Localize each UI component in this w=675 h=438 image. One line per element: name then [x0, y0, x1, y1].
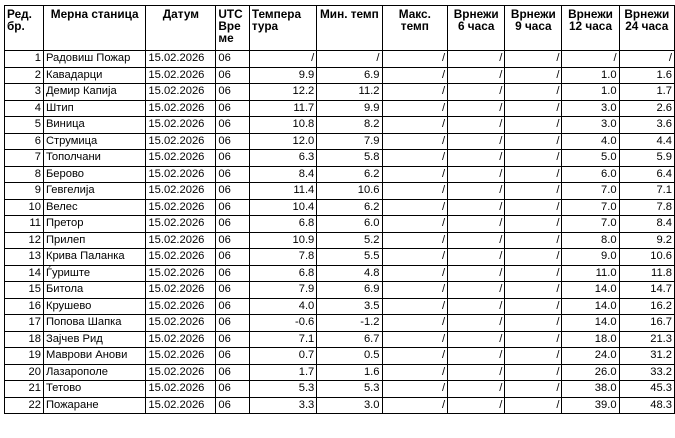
- cell-precip-9h: /: [505, 199, 562, 216]
- cell-precip-9h: /: [505, 348, 562, 365]
- cell-temp: 6.3: [249, 150, 316, 167]
- cell-rbr: 17: [5, 315, 44, 332]
- cell-precip-12h: 1.0: [562, 67, 619, 84]
- cell-max: /: [382, 183, 448, 200]
- cell-max: /: [382, 216, 448, 233]
- cell-utc: 06: [216, 348, 250, 365]
- cell-date: 15.02.2026: [146, 199, 216, 216]
- cell-precip-6h: /: [448, 183, 505, 200]
- header-precip-24h: Врнежи 24 часа: [619, 6, 674, 51]
- table-row: [5, 100, 675, 117]
- cell-precip-9h: /: [505, 265, 562, 282]
- cell-date: 15.02.2026: [146, 216, 216, 233]
- cell-utc: 06: [216, 199, 250, 216]
- cell-min: 10.6: [317, 183, 382, 200]
- header-precip-9h: Врнежи 9 часа: [505, 6, 562, 51]
- cell-precip-12h: 8.0: [562, 232, 619, 249]
- cell-station: Тополчани: [43, 150, 145, 167]
- cell-temp: /: [249, 51, 316, 68]
- cell-min: 5.8: [317, 150, 382, 167]
- cell-precip-9h: /: [505, 67, 562, 84]
- cell-rbr: 20: [5, 364, 44, 381]
- cell-max: /: [382, 397, 448, 414]
- cell-station: Берово: [43, 166, 145, 183]
- cell-precip-6h: /: [448, 117, 505, 134]
- cell-date: 15.02.2026: [146, 183, 216, 200]
- cell-max: /: [382, 84, 448, 101]
- cell-temp: 1.7: [249, 364, 316, 381]
- cell-max: /: [382, 331, 448, 348]
- cell-temp: 8.4: [249, 166, 316, 183]
- cell-precip-9h: /: [505, 331, 562, 348]
- cell-utc: 06: [216, 232, 250, 249]
- cell-date: 15.02.2026: [146, 282, 216, 299]
- cell-rbr: 11: [5, 216, 44, 233]
- cell-temp: 10.4: [249, 199, 316, 216]
- cell-precip-24h: 1.7: [619, 84, 674, 101]
- cell-rbr: 18: [5, 331, 44, 348]
- cell-precip-6h: /: [448, 150, 505, 167]
- cell-precip-12h: 39.0: [562, 397, 619, 414]
- cell-min: -1.2: [317, 315, 382, 332]
- cell-precip-6h: /: [448, 364, 505, 381]
- cell-rbr: 6: [5, 133, 44, 150]
- table-row: [5, 84, 675, 101]
- cell-rbr: 13: [5, 249, 44, 266]
- cell-utc: 06: [216, 397, 250, 414]
- cell-min: 4.8: [317, 265, 382, 282]
- table-row: [5, 166, 675, 183]
- cell-max: /: [382, 348, 448, 365]
- cell-precip-6h: /: [448, 100, 505, 117]
- header-date: Датум: [146, 6, 216, 51]
- cell-precip-6h: /: [448, 265, 505, 282]
- cell-date: 15.02.2026: [146, 381, 216, 398]
- cell-temp: 7.8: [249, 249, 316, 266]
- cell-max: /: [382, 117, 448, 134]
- cell-precip-24h: 5.9: [619, 150, 674, 167]
- cell-precip-24h: 31.2: [619, 348, 674, 365]
- cell-rbr: 16: [5, 298, 44, 315]
- table-row: [5, 199, 675, 216]
- cell-precip-9h: /: [505, 364, 562, 381]
- cell-min: 11.2: [317, 84, 382, 101]
- cell-utc: 06: [216, 166, 250, 183]
- cell-min: 5.5: [317, 249, 382, 266]
- cell-date: 15.02.2026: [146, 150, 216, 167]
- cell-max: /: [382, 232, 448, 249]
- table-row: [5, 265, 675, 282]
- cell-precip-12h: 7.0: [562, 183, 619, 200]
- cell-temp: 7.9: [249, 282, 316, 299]
- table-row: [5, 249, 675, 266]
- cell-rbr: 22: [5, 397, 44, 414]
- cell-precip-24h: 3.6: [619, 117, 674, 134]
- cell-temp: 10.9: [249, 232, 316, 249]
- cell-min: /: [317, 51, 382, 68]
- cell-station: Зајчев Рид: [43, 331, 145, 348]
- cell-precip-6h: /: [448, 51, 505, 68]
- cell-rbr: 1: [5, 51, 44, 68]
- cell-precip-6h: /: [448, 282, 505, 299]
- cell-station: Ѓуриште: [43, 265, 145, 282]
- cell-utc: 06: [216, 216, 250, 233]
- cell-temp: 10.8: [249, 117, 316, 134]
- cell-precip-12h: 14.0: [562, 315, 619, 332]
- cell-precip-9h: /: [505, 166, 562, 183]
- cell-temp: 0.7: [249, 348, 316, 365]
- table-row: [5, 348, 675, 365]
- cell-rbr: 4: [5, 100, 44, 117]
- cell-date: 15.02.2026: [146, 265, 216, 282]
- weather-data-table: [4, 5, 675, 414]
- cell-date: 15.02.2026: [146, 117, 216, 134]
- cell-precip-24h: 7.8: [619, 199, 674, 216]
- cell-rbr: 19: [5, 348, 44, 365]
- table-row: [5, 364, 675, 381]
- cell-station: Пожаране: [43, 397, 145, 414]
- table-row: [5, 315, 675, 332]
- cell-precip-12h: 26.0: [562, 364, 619, 381]
- cell-precip-9h: /: [505, 51, 562, 68]
- cell-precip-24h: 14.7: [619, 282, 674, 299]
- cell-temp: 12.0: [249, 133, 316, 150]
- cell-utc: 06: [216, 100, 250, 117]
- cell-max: /: [382, 381, 448, 398]
- cell-precip-24h: 16.2: [619, 298, 674, 315]
- table-row: [5, 117, 675, 134]
- cell-utc: 06: [216, 117, 250, 134]
- cell-rbr: 5: [5, 117, 44, 134]
- cell-station: Демир Капија: [43, 84, 145, 101]
- cell-precip-12h: 3.0: [562, 117, 619, 134]
- cell-min: 0.5: [317, 348, 382, 365]
- cell-utc: 06: [216, 150, 250, 167]
- cell-station: Претор: [43, 216, 145, 233]
- cell-station: Битола: [43, 282, 145, 299]
- cell-date: 15.02.2026: [146, 166, 216, 183]
- cell-station: Крушево: [43, 298, 145, 315]
- cell-max: /: [382, 150, 448, 167]
- header-utc: UTC Вре ме: [216, 6, 250, 51]
- cell-precip-12h: 14.0: [562, 298, 619, 315]
- cell-precip-24h: 11.8: [619, 265, 674, 282]
- cell-station: Гевгелија: [43, 183, 145, 200]
- cell-rbr: 9: [5, 183, 44, 200]
- cell-precip-9h: /: [505, 298, 562, 315]
- cell-utc: 06: [216, 84, 250, 101]
- cell-temp: -0.6: [249, 315, 316, 332]
- table-row: [5, 298, 675, 315]
- cell-utc: 06: [216, 315, 250, 332]
- cell-utc: 06: [216, 282, 250, 299]
- header-max: Макс. темп: [382, 6, 448, 51]
- cell-max: /: [382, 133, 448, 150]
- cell-min: 8.2: [317, 117, 382, 134]
- cell-precip-6h: /: [448, 249, 505, 266]
- cell-rbr: 8: [5, 166, 44, 183]
- cell-max: /: [382, 199, 448, 216]
- cell-station: Виница: [43, 117, 145, 134]
- cell-precip-6h: /: [448, 133, 505, 150]
- cell-precip-9h: /: [505, 117, 562, 134]
- cell-date: 15.02.2026: [146, 133, 216, 150]
- cell-temp: 12.2: [249, 84, 316, 101]
- cell-date: 15.02.2026: [146, 249, 216, 266]
- cell-precip-12h: 18.0: [562, 331, 619, 348]
- cell-max: /: [382, 265, 448, 282]
- cell-utc: 06: [216, 183, 250, 200]
- cell-utc: 06: [216, 265, 250, 282]
- cell-temp: 6.8: [249, 265, 316, 282]
- cell-temp: 11.4: [249, 183, 316, 200]
- header-temp: Темпера тура: [249, 6, 316, 51]
- cell-precip-24h: 10.6: [619, 249, 674, 266]
- cell-precip-9h: /: [505, 282, 562, 299]
- cell-date: 15.02.2026: [146, 348, 216, 365]
- cell-precip-6h: /: [448, 166, 505, 183]
- cell-precip-9h: /: [505, 397, 562, 414]
- cell-utc: 06: [216, 249, 250, 266]
- cell-precip-24h: 8.4: [619, 216, 674, 233]
- cell-precip-24h: 4.4: [619, 133, 674, 150]
- table-row: [5, 133, 675, 150]
- cell-min: 6.2: [317, 199, 382, 216]
- cell-precip-12h: 6.0: [562, 166, 619, 183]
- cell-utc: 06: [216, 51, 250, 68]
- cell-precip-9h: /: [505, 84, 562, 101]
- cell-max: /: [382, 249, 448, 266]
- cell-station: Струмица: [43, 133, 145, 150]
- cell-precip-9h: /: [505, 133, 562, 150]
- cell-precip-6h: /: [448, 381, 505, 398]
- cell-rbr: 15: [5, 282, 44, 299]
- cell-station: Лазарополе: [43, 364, 145, 381]
- cell-utc: 06: [216, 67, 250, 84]
- cell-station: Крива Паланка: [43, 249, 145, 266]
- table-wrapper: [4, 5, 675, 414]
- table-row: [5, 51, 675, 68]
- cell-precip-24h: 1.6: [619, 67, 674, 84]
- cell-temp: 6.8: [249, 216, 316, 233]
- cell-temp: 3.3: [249, 397, 316, 414]
- cell-precip-24h: 48.3: [619, 397, 674, 414]
- cell-rbr: 2: [5, 67, 44, 84]
- cell-precip-9h: /: [505, 232, 562, 249]
- cell-date: 15.02.2026: [146, 397, 216, 414]
- cell-date: 15.02.2026: [146, 331, 216, 348]
- cell-date: 15.02.2026: [146, 315, 216, 332]
- cell-precip-24h: 9.2: [619, 232, 674, 249]
- cell-rbr: 3: [5, 84, 44, 101]
- cell-date: 15.02.2026: [146, 232, 216, 249]
- cell-station: Тетово: [43, 381, 145, 398]
- cell-max: /: [382, 282, 448, 299]
- cell-utc: 06: [216, 133, 250, 150]
- cell-precip-24h: 7.1: [619, 183, 674, 200]
- cell-temp: 9.9: [249, 67, 316, 84]
- cell-precip-12h: 38.0: [562, 381, 619, 398]
- cell-precip-24h: 6.4: [619, 166, 674, 183]
- cell-min: 3.0: [317, 397, 382, 414]
- cell-rbr: 14: [5, 265, 44, 282]
- cell-precip-12h: 7.0: [562, 216, 619, 233]
- cell-date: 15.02.2026: [146, 364, 216, 381]
- cell-max: /: [382, 67, 448, 84]
- cell-precip-9h: /: [505, 183, 562, 200]
- cell-precip-9h: /: [505, 249, 562, 266]
- cell-precip-12h: 7.0: [562, 199, 619, 216]
- cell-rbr: 10: [5, 199, 44, 216]
- cell-min: 9.9: [317, 100, 382, 117]
- cell-min: 6.0: [317, 216, 382, 233]
- cell-temp: 11.7: [249, 100, 316, 117]
- cell-temp: 5.3: [249, 381, 316, 398]
- cell-max: /: [382, 166, 448, 183]
- cell-precip-6h: /: [448, 232, 505, 249]
- cell-utc: 06: [216, 364, 250, 381]
- header-station: Мерна станица: [43, 6, 145, 51]
- cell-precip-12h: 14.0: [562, 282, 619, 299]
- cell-precip-12h: 4.0: [562, 133, 619, 150]
- cell-precip-9h: /: [505, 150, 562, 167]
- cell-precip-6h: /: [448, 348, 505, 365]
- cell-min: 1.6: [317, 364, 382, 381]
- cell-precip-9h: /: [505, 381, 562, 398]
- table-row: [5, 67, 675, 84]
- cell-min: 3.5: [317, 298, 382, 315]
- cell-precip-12h: 9.0: [562, 249, 619, 266]
- table-row: [5, 282, 675, 299]
- cell-precip-6h: /: [448, 315, 505, 332]
- cell-station: Маврови Анови: [43, 348, 145, 365]
- cell-date: 15.02.2026: [146, 67, 216, 84]
- cell-station: Кавадарци: [43, 67, 145, 84]
- cell-utc: 06: [216, 298, 250, 315]
- cell-precip-12h: 3.0: [562, 100, 619, 117]
- cell-precip-6h: /: [448, 216, 505, 233]
- header-precip-12h: Врнежи 12 часа: [562, 6, 619, 51]
- cell-date: 15.02.2026: [146, 298, 216, 315]
- header-precip-6h: Врнежи 6 часа: [448, 6, 505, 51]
- table-body: [5, 51, 675, 414]
- cell-precip-12h: 5.0: [562, 150, 619, 167]
- cell-min: 7.9: [317, 133, 382, 150]
- cell-temp: 7.1: [249, 331, 316, 348]
- cell-station: Штип: [43, 100, 145, 117]
- cell-precip-6h: /: [448, 84, 505, 101]
- cell-precip-12h: 11.0: [562, 265, 619, 282]
- cell-station: Радовиш Пожар: [43, 51, 145, 68]
- cell-min: 6.9: [317, 67, 382, 84]
- cell-station: Велес: [43, 199, 145, 216]
- cell-temp: 4.0: [249, 298, 316, 315]
- table-row: [5, 331, 675, 348]
- cell-min: 6.7: [317, 331, 382, 348]
- header-rbr: Ред. бр.: [5, 6, 44, 51]
- cell-min: 5.3: [317, 381, 382, 398]
- cell-precip-12h: 24.0: [562, 348, 619, 365]
- cell-date: 15.02.2026: [146, 51, 216, 68]
- cell-precip-6h: /: [448, 199, 505, 216]
- header-min: Мин. темп: [317, 6, 382, 51]
- cell-utc: 06: [216, 381, 250, 398]
- cell-min: 6.2: [317, 166, 382, 183]
- cell-precip-24h: 33.2: [619, 364, 674, 381]
- cell-precip-24h: 21.3: [619, 331, 674, 348]
- cell-date: 15.02.2026: [146, 100, 216, 117]
- cell-max: /: [382, 298, 448, 315]
- table-row: [5, 397, 675, 414]
- cell-precip-6h: /: [448, 298, 505, 315]
- table-row: [5, 216, 675, 233]
- cell-min: 6.9: [317, 282, 382, 299]
- cell-precip-12h: 1.0: [562, 84, 619, 101]
- cell-precip-9h: /: [505, 216, 562, 233]
- cell-utc: 06: [216, 331, 250, 348]
- cell-precip-6h: /: [448, 397, 505, 414]
- cell-date: 15.02.2026: [146, 84, 216, 101]
- header-row: [5, 6, 675, 51]
- cell-precip-9h: /: [505, 315, 562, 332]
- cell-min: 5.2: [317, 232, 382, 249]
- cell-rbr: 21: [5, 381, 44, 398]
- table-row: [5, 150, 675, 167]
- cell-max: /: [382, 364, 448, 381]
- cell-precip-9h: /: [505, 100, 562, 117]
- cell-max: /: [382, 315, 448, 332]
- table-row: [5, 381, 675, 398]
- cell-station: Попова Шапка: [43, 315, 145, 332]
- cell-rbr: 12: [5, 232, 44, 249]
- cell-precip-24h: 16.7: [619, 315, 674, 332]
- cell-precip-24h: 2.6: [619, 100, 674, 117]
- cell-precip-24h: /: [619, 51, 674, 68]
- cell-precip-6h: /: [448, 331, 505, 348]
- table-row: [5, 232, 675, 249]
- cell-precip-24h: 45.3: [619, 381, 674, 398]
- cell-precip-12h: /: [562, 51, 619, 68]
- cell-max: /: [382, 51, 448, 68]
- table-row: [5, 183, 675, 200]
- cell-precip-6h: /: [448, 67, 505, 84]
- cell-rbr: 7: [5, 150, 44, 167]
- cell-max: /: [382, 100, 448, 117]
- cell-station: Прилеп: [43, 232, 145, 249]
